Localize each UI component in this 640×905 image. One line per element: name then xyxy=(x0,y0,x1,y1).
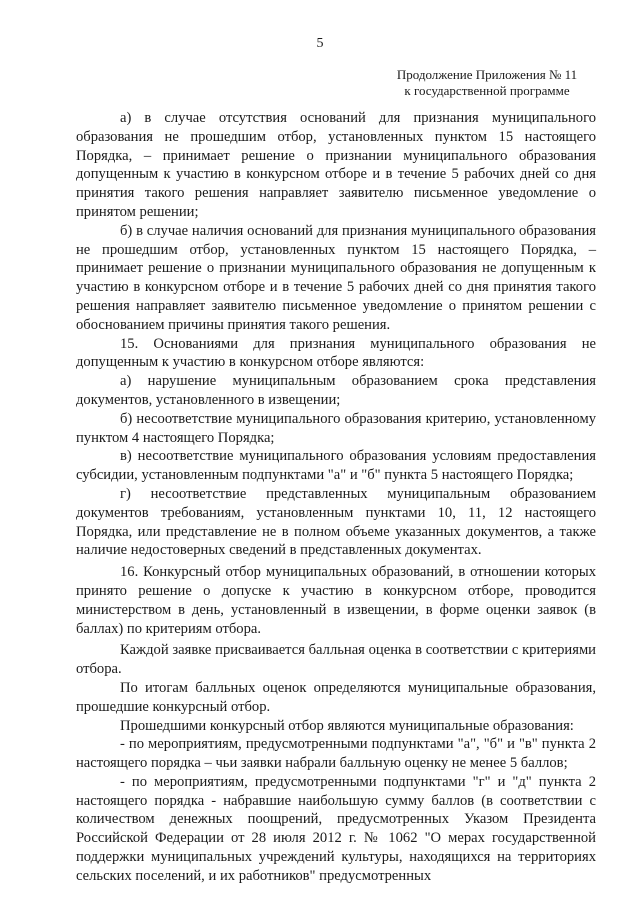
page-number: 5 xyxy=(316,36,324,51)
list-item-measures-abv: - по мероприятиям, предусмотренными подпунктами "а", "б" и "в" пункта 2 настоящего порядка – чьи заявки набрали балльную оценку не менее 5 баллов; xyxy=(76,736,596,772)
document-body xyxy=(76,109,596,886)
appendix-header-line-1: Продолжение Приложения № 11 xyxy=(396,67,578,82)
appendix-header xyxy=(392,67,582,99)
list-item-measures-gd: - по мероприятиям, предусмотренными подпунктами "г" и "д" пункта 2 настоящего порядка - набравшие наибольшую сумму баллов (в соответствии с количеством денежных поощрений, предусмотренных Указом Президента Российской Федерации от 28 июля 2012 г. № 1062 "О мерах государственной поддержки муниципальных учреждений культуры, находящихся на территориях сельских поселений, и их работников" предусмотренных xyxy=(76,773,596,884)
paragraph-results: По итогам балльных оценок определяются муниципальные образования, прошедшие конкурсный отбор. xyxy=(76,679,596,715)
paragraph-15: 15. Основаниями для признания муниципального образования не допущенным к участию в конкурсном отборе являются: xyxy=(76,335,596,371)
paragraph-14b: б) в случае наличия оснований для признания муниципального образования не прошедшим отбор, установленных пунктом 15 настоящего Порядка, – принимает решение о признании муниципального образования не допущенным к участию в конкурсном отборе и в течение 5 рабочих дней со дня принятия такого решения направляет заявителю письменное уведомление о принятом решении с обоснованием причины принятия такого решения. xyxy=(76,222,596,333)
appendix-header-line-2: к государственной программе xyxy=(404,83,570,98)
paragraph-15a: а) нарушение муниципальным образованием срока представления документов, установленного в извещении; xyxy=(76,373,596,408)
paragraph-scoring: Каждой заявке присваивается балльная оценка в соответствии с критериями отбора. xyxy=(76,642,596,678)
paragraph-15v: в) несоответствие муниципального образования условиям предоставления субсидии, установленным подпунктами "а" и "б" пункта 5 настоящего Порядка; xyxy=(76,448,596,484)
paragraph-15b: б) несоответствие муниципального образования критерию, установленному пунктом 4 настоящего Порядка; xyxy=(76,410,596,446)
paragraph-14a: а) в случае отсутствия оснований для признания муниципального образования не прошедшим отбор, установленных пунктом 15 настоящего Порядка, – принимает решение о признании муниципального образования допущенным к участию в конкурсном отборе и в течение 5 рабочих дней со дня принятия такого решения направляет заявителю письменное уведомление о принятом решении; xyxy=(76,110,596,220)
paragraph-winners: Прошедшими конкурсный отбор являются муниципальные образования: xyxy=(120,717,574,734)
paragraph-16: 16. Конкурсный отбор муниципальных образований, в отношении которых принято решение о допуске к участию в конкурсном отборе, проводится министерством в день, установленный в извещении, в форме оценки заявок (в баллах) по критериям отбора. xyxy=(76,564,596,637)
paragraph-15g: г) несоответствие представленных муниципальным образованием документов требованиям, установленным пунктами 10, 11, 12 настоящего Порядка, или представление не в полном объеме указанных документов, а также наличие недостоверных сведений в представленных документах. xyxy=(76,485,596,559)
